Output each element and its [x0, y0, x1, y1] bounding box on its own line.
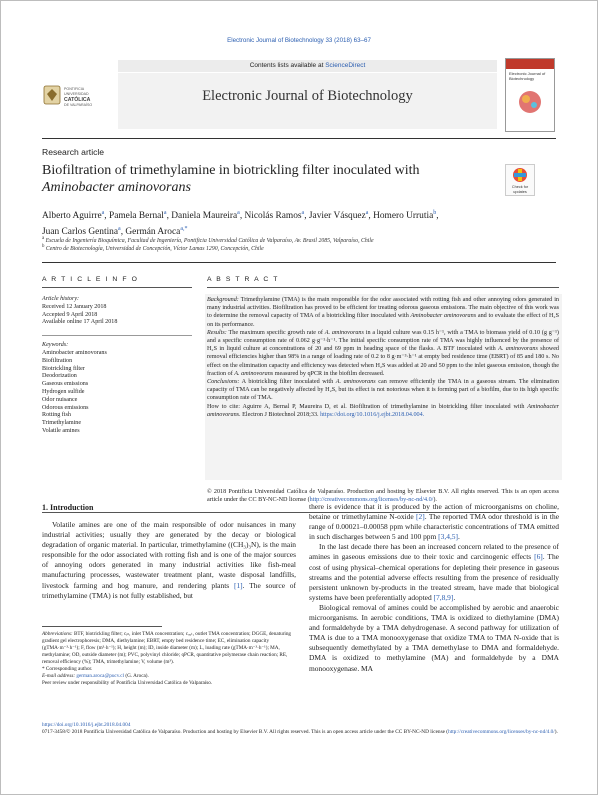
crossmark-icon [506, 165, 534, 185]
footer-end: ). [554, 729, 558, 735]
accepted-date: Accepted 9 April 2018 [42, 311, 98, 318]
university-crest-icon [42, 80, 108, 110]
email-end: (G. Aroca). [125, 673, 149, 679]
copyright-text: © 2018 Pontificia Universidad Católica de Valparaíso. Production and hosting by Elsevier B.V. All rights reserved. This is an open access article under the CC BY-NC-ND license ( [207, 489, 559, 504]
abstract-rule [207, 287, 559, 288]
footer-text: 0717-3458/© 2018 Pontificia Universidad Católica de Valparaíso. Production and hosting by Elsevier B.V. All rights reserved. This is an open access article under the CC BY-NC-ND license ( [42, 729, 449, 735]
intro-p1-end: . The source of trimethylamine (TMA) is not fully established, but [42, 580, 297, 600]
conclusions-text-2: can remove efficiently the TMA in a gaseous stream. The elimination capacity of TMA can be negatively affected by H₂S, but its effect is not notorious when it is forming part of a biofilm, due to its high specific consumption rate of TMA. [207, 379, 559, 402]
sciencedirect-link[interactable]: ScienceDirect [325, 62, 366, 69]
intro-paragraph-1 [42, 520, 296, 601]
cite-text-2: Electron J Biotechnol 2018;33. [242, 411, 319, 418]
keyword: Trimethylamine [42, 420, 82, 427]
author-affiliation-mark: b [433, 210, 437, 216]
author-affiliation-mark: a [163, 210, 167, 216]
received-date: Received 12 January 2018 [42, 303, 107, 310]
cover-title-line-2: Biotechnology [509, 76, 535, 81]
footnotes [42, 631, 296, 687]
history-label: Article history: [42, 296, 80, 302]
intro-p1-text: Volatile amines are one of the main responsible of odor nuisances in many industrial activities; usually they are generated by the decay or biological degradation of organic material. In particular, trimethylamine ((CH₃)₃N), is the main responsible for the odor associated with rotting fish and is one of the major sources of annoying odors generated in many industrial activities like fish-meal manufacturing processes, wastewater treatment plant, waste disposal landfills, livestock farming and hog manure, and rendering plants [42, 520, 296, 590]
journal-cover[interactable] [505, 58, 555, 132]
results-text-3: showed removal efficiencies higher than 98% in a range of loading rate of 0.2 to 8 g·m⁻³·h⁻¹ at empty bed residence time (EBRT) of 85 and 180 s. No effect on the elimination capacity and efficiency was detected when H₂S was added at 20 and 50 ppm to the inlet gaseous emission, though the fraction of [207, 346, 559, 377]
author-affiliation-mark: a [237, 210, 240, 216]
section-rule [42, 262, 556, 263]
cite-text: Aguirre A, Bernal P, Maureira D, et al. Biofiltration of trimethylamine in biotrickling filter inoculated with [242, 403, 525, 410]
citation-link[interactable]: [1] [233, 580, 243, 590]
left-column [42, 520, 296, 601]
author-affiliation-mark: a [365, 210, 369, 216]
page-footer [42, 722, 562, 736]
right-p2-text-2: . The cost of using physical–chemical operations for depleting their presence in gaseous streams and the potential adverse effects resulting from the presence of residually persistent unknown by-products in the treated stream, have made that biological systems have been preferentially adopted [309, 552, 559, 602]
contents-strip [118, 60, 497, 72]
abbreviations-footnote [42, 631, 296, 666]
footer-license-link[interactable]: http://creativecommons.org/licenses/by-nc-nd/4.0/ [448, 729, 555, 735]
crossmark-badge[interactable] [505, 164, 535, 196]
footnote-rule [42, 626, 162, 627]
results-organism: A. aminovorans [324, 329, 364, 336]
email-link[interactable]: german.aroca@pucv.cl [76, 673, 125, 679]
contents-prefix: Contents lists available at [249, 62, 326, 69]
abstract-results-para [207, 329, 559, 378]
right-p2-text: In the last decade there has been an increased concern related to the presence of amines in gaseous emissions due to their toxic and carcinogenic effects [309, 542, 559, 562]
article-info [42, 296, 192, 436]
article-title [42, 162, 482, 196]
author-name[interactable]: Javier Vásquez [308, 211, 366, 222]
article-info-heading: A R T I C L E I N F O [42, 276, 139, 283]
article-title-main: Biofiltration of trimethylamine in biotrickling filter inoculated with [42, 163, 420, 178]
email-footnote [42, 673, 296, 680]
publisher-line-1: PONTIFICIA [64, 87, 85, 91]
corresponding-mark: * [184, 226, 188, 233]
author-name[interactable]: Homero Urrutia [373, 211, 434, 222]
keyword: Hydrogen sulfide [42, 388, 85, 395]
author-affiliation-mark: a, [180, 226, 185, 233]
results-label: Results: [207, 329, 227, 336]
author-affiliation-mark: a [301, 210, 305, 216]
background-organism: Aminobacter aminovorans [410, 313, 477, 320]
peer-review-note: Peer review under responsibility of Pontificia Universidad Católica de Valparaíso. [42, 680, 213, 686]
affiliation-b [42, 244, 542, 252]
abstract-cite-para [207, 403, 559, 419]
right-p1-text: there is evidence that it is produced by the action of microorganisms on choline, betaine or trimethylamine N-oxide [309, 502, 559, 522]
cite-doi-link[interactable]: https://doi.org/10.1016/j.ejbt.2018.04.004. [320, 411, 425, 418]
keyword: Aminobacter aminovorans [42, 349, 107, 356]
journal-reference[interactable]: Electronic Journal of Biotechnology 33 (2018) 63–67 [227, 37, 371, 44]
keyword: Volatile amines [42, 427, 80, 434]
article-type: Research article [42, 147, 105, 157]
right-column [309, 502, 559, 674]
keyword-list [42, 350, 192, 436]
affiliation-a [42, 236, 542, 244]
background-text: Trimethylamine (TMA) is the main responsible for the odor associated with rotting fish and other annoying odors generated in many industrial activities. Biofiltration has proved to be efficient for treating odorous gaseous emissions. The main objective of this work was to determine the removal capacity of TMA of a biotrickling filter inoculated with [207, 297, 559, 320]
email-label: E-mail address: [42, 673, 76, 679]
citation-link[interactable]: [6] [534, 552, 543, 562]
doi-link[interactable]: https://doi.org/10.1016/j.ejbt.2018.04.004 [42, 722, 131, 728]
results-organism-3: A. aminovorans [234, 370, 274, 377]
results-text-2: in a liquid culture was 0.15 h⁻¹, with a TMA to biomass yield of 0.10 (g g⁻¹) and a specific consumption rate of 0.062 g·g⁻¹·h⁻¹. The initial specific consumption rate of TMA was highly influenced by the presence of H₂S in liquid culture at concentrations of 20 and 69 ppm in heading space of the flasks. A BTF inoculated with [207, 329, 559, 353]
conclusions-text: A biotrickling filter inoculated with [241, 379, 334, 386]
copyright-end: ). [433, 497, 437, 504]
author-affiliation-mark: a [101, 210, 105, 216]
header-rule [42, 138, 556, 139]
keyword: Biotrickling filter [42, 365, 85, 372]
right-paragraph-3: Biological removal of amines could be accomplished by aerobic and anaerobic microorganisms. In aerobic conditions, TMA is oxidized to diethylamine (DMA) and formaldehyde by a TMA dehydrogenase. A second pathway for utilization of TMA is due to a TMA monooxygenase that oxidize TMA to TMA N-oxide that is subsequently demethylated by a TMA demethylase to DMA and formaldehyde. DMA is oxidized to methylamine (MA) and formaldehyde by a DMA monooxygenase. MA [309, 602, 559, 673]
crossmark-label: Check for updates [511, 185, 529, 194]
publisher-line-4: DE VALPARAÍSO [64, 103, 93, 107]
right-p2-end: . [453, 592, 456, 602]
keyword: Odorous emissions [42, 404, 89, 411]
abstract-conclusions-para [207, 378, 559, 403]
author-name[interactable]: Juan Carlos Gentina [42, 227, 119, 238]
journal-banner [118, 73, 497, 129]
citation-link[interactable]: [3,4,5] [438, 532, 459, 542]
author-name[interactable]: Alberto Aguirre [42, 211, 102, 222]
right-paragraph-1 [309, 502, 559, 542]
keyword: Odor nuisance [42, 396, 78, 403]
keyword: Biofiltration [42, 357, 73, 364]
background-end: and to evaluate the effect of H₂S on its performance. [207, 313, 559, 328]
keyword: Deodorization [42, 373, 77, 380]
abstract-background-para [207, 296, 559, 329]
right-p1-text-2: . The reported TMA odor threshold is in the range of 0.00021–0.00058 ppm while characteristic concentrations of TMA emitted in such discharges between 5 and 100 ppm [309, 512, 559, 542]
license-link[interactable]: http://creativecommons.org/licenses/by-nc-nd/4.0/ [309, 497, 434, 504]
cover-title-line-1: Electronic Journal of [509, 71, 546, 76]
author-name[interactable]: Daniela Maureira [171, 211, 238, 222]
cover-band [506, 59, 554, 69]
affiliation-mark: b [42, 244, 45, 249]
cite-label: How to cite: [207, 403, 240, 410]
author-name[interactable]: Nicolás Ramos [244, 211, 302, 222]
cite-organism: Aminobacter aminovorans. [207, 403, 559, 418]
publisher-line-3: CATÓLICA [64, 97, 91, 103]
author-name[interactable]: Germán Aroca [125, 227, 181, 238]
affiliation-mark: a [42, 236, 45, 241]
results-text: The maximum specific growth rate of [228, 329, 323, 336]
abstract-text [207, 296, 559, 419]
right-paragraph-2 [309, 542, 559, 603]
abbreviations-text: BTF, biotrickling filter; cᵢₙ, inlet TMA concentration; cₒᵤₜ, outlet TMA concentration; DGGE, denaturing gradient gel electrophoresis; DMA, diethylamine; EBRT, empty bed residence time; EC, elimination capacity (gTMA·m⁻³·h⁻¹); F, flow (m³·h⁻¹); H, height (m); ID, inside diameter (m); L, loading rate (gTMA·m⁻³·h⁻¹); MA, methylamine; OD, outside diameter (m); PVC, polyvinyl chloride; qPCR, quantitative polymerase chain reaction; RE, removal efficiency (%); TMA, trimethylamine; V, volume (m³). [42, 631, 292, 665]
keyword: Gaseous emissions [42, 381, 89, 388]
results-text-4: measured by qPCR in the biofilm decreased. [274, 370, 385, 377]
keywords-label: Keywords: [42, 342, 69, 349]
author-affiliation-mark: a [118, 226, 121, 233]
corresponding-author: * Corresponding author. [42, 666, 93, 672]
author-name[interactable]: Pamela Bernal [108, 211, 164, 222]
abstract-heading: A B S T R A C T [207, 276, 279, 283]
author-list: Alberto Aguirre$^a$, Pamela Bernal$^a$, Daniela Maureira$^a$, Nicolás Ramos$^a$, Javier Vásquez$^a$, Homero Urrutia$^b$, Juan Carlos Gentina$^a$, Germán Aroca$^{a,*}$ [42, 210, 439, 238]
article-info-rule [42, 287, 192, 288]
journal-name[interactable]: Electronic Journal of Biotechnology [202, 88, 413, 104]
affiliation-text: Escuela de Ingeniería Bioquímica, Facultad de Ingeniería, Pontificia Universidad Católica de Valparaíso, Av. Brasil 2085, Valparaíso, Chile [45, 237, 374, 244]
results-organism-2: A. aminovorans [498, 346, 538, 353]
footer-license [42, 729, 562, 736]
publisher-line-2: UNIVERSIDAD [64, 92, 89, 96]
citation-link[interactable]: [7,8,9] [433, 592, 454, 602]
conclusions-label: Conclusions: [207, 379, 240, 386]
info-divider [42, 335, 192, 336]
abbreviations-label: Abbreviations: [42, 631, 73, 637]
right-p1-end: . [458, 532, 460, 542]
publisher-logo [42, 80, 108, 110]
online-date: Available online 17 April 2018 [42, 319, 118, 326]
article-title-organism: Aminobacter aminovorans [42, 180, 191, 195]
cover-title [509, 71, 545, 81]
conclusions-organism: A. aminovorans [335, 379, 376, 386]
affiliation-text: Centro de Biotecnología, Universidad de Concepción, Víctor Lamas 1290, Concepción, Chile [45, 245, 264, 252]
background-label: Background: [207, 297, 239, 303]
citation-link[interactable]: [2] [416, 512, 425, 522]
introduction-heading: 1. Introduction [42, 503, 94, 512]
cover-art-icon [514, 87, 546, 117]
keyword: Rotting fish [42, 412, 71, 419]
